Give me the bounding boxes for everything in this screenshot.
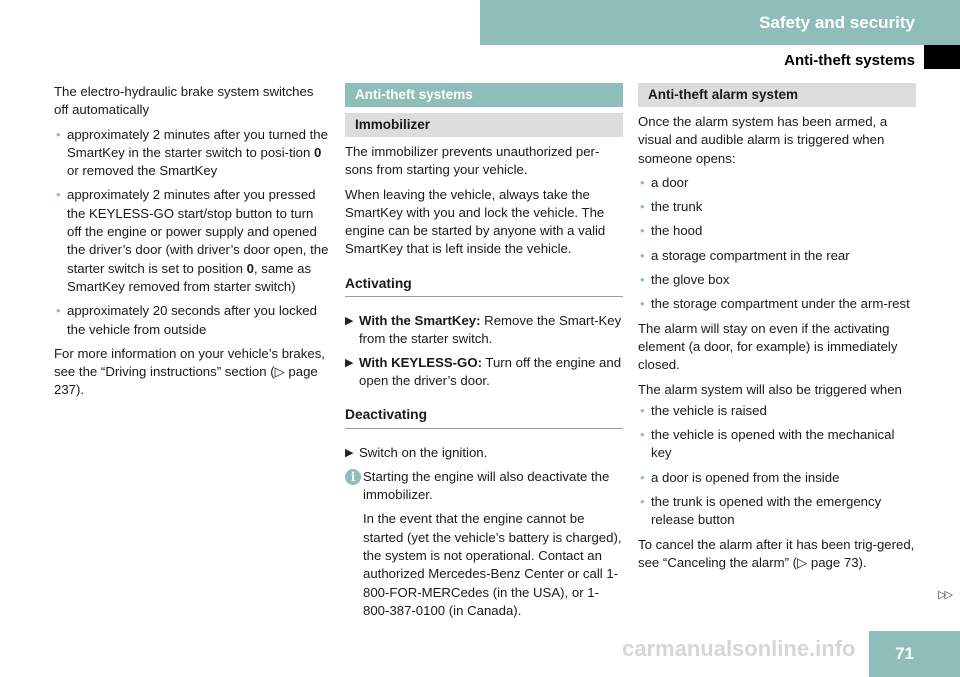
column-3 — [638, 83, 916, 578]
more-info-text: For more information on your vehicle’s brakes, see the “Driving instructions” section (▷ page 237). — [54, 345, 325, 398]
section-bar: Anti-theft systems — [345, 83, 623, 107]
bullet-icon: • — [640, 494, 645, 510]
list-item — [638, 402, 916, 420]
heading-deactivating: Deactivating — [345, 406, 623, 428]
step-item — [345, 354, 623, 391]
bullet-emphasis: 0 — [314, 144, 322, 160]
next-page-icon: ▷▷ — [938, 589, 951, 601]
section-tab — [480, 0, 960, 45]
step-text: Switch on the ignition. — [359, 444, 488, 460]
section-title: Safety and security — [759, 12, 915, 32]
column-1 — [54, 83, 329, 406]
list-item — [638, 271, 916, 289]
bullet-text: approximately 20 seconds after you locked the vehicle from outside — [67, 303, 317, 337]
thumb-tab-marker — [924, 45, 960, 69]
subsection-bar: Anti-theft alarm system — [638, 83, 916, 107]
bullet-icon: • — [640, 469, 645, 485]
subsection-bar: Immobilizer — [345, 113, 623, 137]
step-text: Remove the Smart-Key from the starter switch. — [359, 313, 622, 347]
list-item — [638, 198, 916, 216]
info-text: Starting the engine will also deactivate the immobilizer. — [363, 468, 610, 503]
step-item — [345, 312, 623, 349]
list-item-text: the glove box — [651, 272, 730, 288]
bullet-icon: • — [56, 187, 61, 203]
bullet-text: approximately 2 minutes after you turned the SmartKey in the starter switch to posi-tion — [67, 126, 328, 160]
paragraph: The alarm system will also be triggered when — [638, 381, 902, 397]
list-item — [638, 174, 916, 192]
list-item — [54, 186, 329, 296]
info-icon: i — [345, 469, 361, 485]
list-item — [638, 469, 916, 487]
step-arrow-icon: ▶ — [345, 315, 354, 328]
paragraph: Once the alarm system has been armed, a visual and audible alarm is triggered when someone opens: — [638, 114, 888, 166]
list-item-text: a door — [651, 174, 689, 190]
list-item — [638, 493, 916, 530]
step-label: With KEYLESS-GO: — [359, 354, 482, 370]
trigger-list — [638, 174, 916, 314]
step-arrow-icon: ▶ — [345, 356, 354, 369]
list-item — [638, 247, 916, 265]
trigger-list-2 — [638, 402, 916, 530]
step-item — [345, 444, 623, 462]
paragraph: To cancel the alarm after it has been trig-gered, see “Canceling the alarm” (▷ page 73). — [638, 536, 915, 570]
bullet-text: or removed the SmartKey — [67, 163, 218, 179]
page-number: 71 — [869, 631, 960, 677]
list-item-text: the hood — [651, 223, 703, 239]
bullet-text: , same as SmartKey removed from starter switch) — [67, 260, 312, 294]
bullet-icon: • — [640, 174, 645, 190]
bullet-icon: • — [640, 199, 645, 215]
list-item-text: a storage compartment in the rear — [651, 247, 850, 263]
list-item — [54, 302, 329, 339]
step-arrow-icon: ▶ — [345, 446, 354, 459]
bullet-icon: • — [640, 402, 645, 418]
list-item-text: the trunk is opened with the emergency release button — [651, 494, 882, 528]
column-2 — [345, 83, 623, 626]
info-text: In the event that the engine cannot be started (yet the vehicle’s battery is charged), the system is not operational. Contact an authorized Mercedes-Benz Center or call 1-800-FOR-MERCedes (in the USA), or 1-800-387-0100 (in Canada). — [363, 511, 622, 618]
bullet-icon: • — [640, 296, 645, 312]
list-item — [638, 222, 916, 240]
list-item-text: the trunk — [651, 199, 703, 215]
list-item-text: the vehicle is opened with the mechanical key — [651, 427, 895, 461]
bullet-text: approximately 2 minutes after you pressed the KEYLESS-GO start/stop button to turn off the engine or power supply and opened the driver’s door (with driver’s door open, the starter switch is set to position — [67, 187, 329, 276]
list-item — [54, 126, 329, 181]
paragraph: The immobilizer prevents unauthorized per-sons from starting your vehicle. — [345, 144, 600, 178]
page-heading: Anti-theft systems — [784, 52, 915, 69]
bullet-emphasis: 0 — [246, 260, 254, 276]
list-item — [638, 295, 916, 313]
bullet-icon: • — [640, 223, 645, 239]
watermark: carmanualsonline.info — [622, 636, 856, 661]
bullet-icon: • — [640, 272, 645, 288]
step-label: With the SmartKey: — [359, 313, 481, 329]
paragraph: The alarm will stay on even if the activating element (a door, for example) is immediately closed. — [638, 320, 898, 373]
bullet-icon: • — [640, 427, 645, 443]
bullet-icon: • — [56, 126, 61, 142]
intro-text: The electro-hydraulic brake system switches off automatically — [54, 84, 314, 118]
bullet-icon: • — [640, 247, 645, 263]
heading-activating: Activating — [345, 275, 623, 297]
info-note — [345, 468, 623, 626]
list-item-text: a door is opened from the inside — [651, 469, 840, 485]
list-item — [638, 426, 916, 463]
step-text: Turn off the engine and open the driver’s door. — [359, 354, 622, 388]
list-item-text: the vehicle is raised — [651, 402, 767, 418]
bullet-icon: • — [56, 303, 61, 319]
list-item-text: the storage compartment under the arm-rest — [651, 296, 910, 312]
paragraph: When leaving the vehicle, always take the SmartKey with you and lock the vehicle. The engine can be started by anyone with a valid SmartKey that is left inside the vehicle. — [345, 186, 606, 257]
